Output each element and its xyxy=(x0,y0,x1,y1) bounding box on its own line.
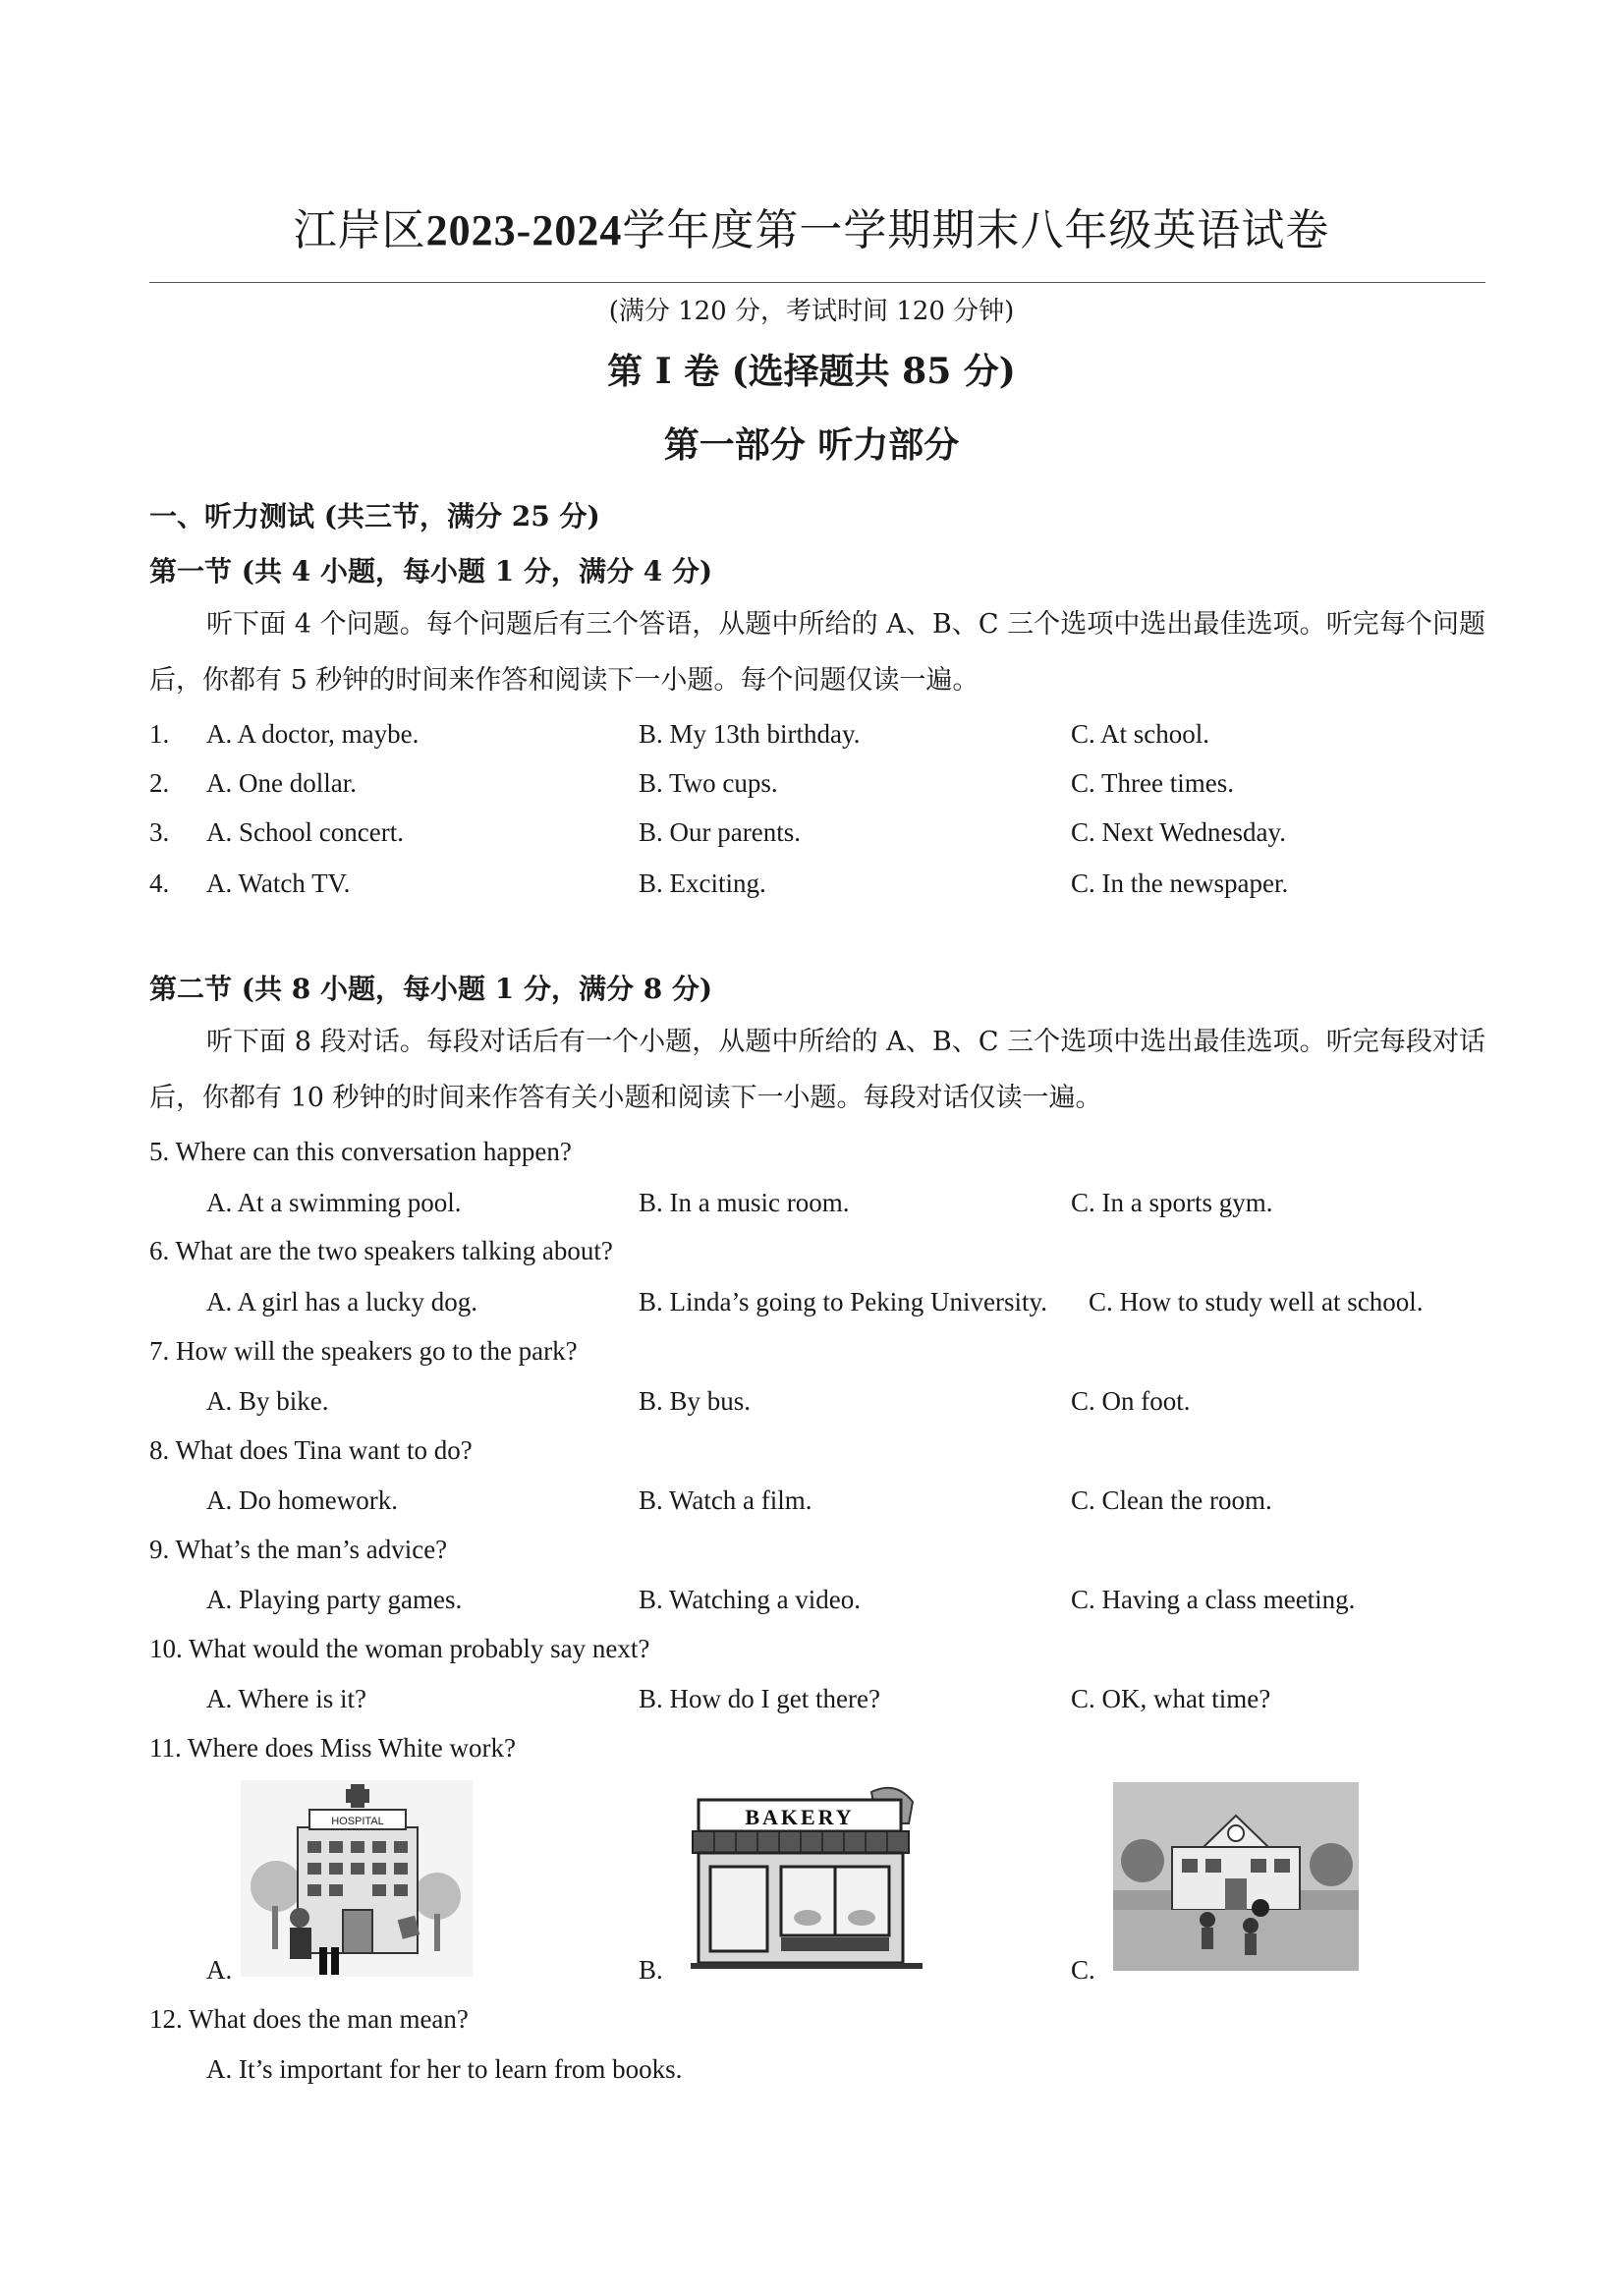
question-stem: 6. What are the two speakers talking about? xyxy=(149,1236,613,1265)
option-a: A. A girl has a lucky dog. xyxy=(206,1287,477,1316)
option-b: B. By bus. xyxy=(639,1386,752,1416)
option-a: A. By bike. xyxy=(206,1386,329,1416)
question-stem: 10. What would the woman probably say next? xyxy=(149,1634,650,1663)
option-a: A. At a swimming pool. xyxy=(206,1188,462,1217)
title-divider xyxy=(149,282,1485,283)
section2-instruction: 听下面 8 段对话。每段对话后有一个小题，从题中所给的 A、B、C 三个选项中选出最佳选项。听完每段对话后，你都有 10 秒钟的时间来作答有关小题和阅读下一小题。每段对话仅读一遍。 xyxy=(149,1027,1485,1113)
part-title: 第一部分 听力部分 xyxy=(663,424,960,466)
section-main-heading: 一、听力测试 (共三节，满分 25 分) xyxy=(149,500,600,532)
option-c: C. How to study well at school. xyxy=(1089,1287,1424,1316)
option-c: C. Three times. xyxy=(1071,768,1234,798)
option-b: B. My 13th birthday. xyxy=(639,719,861,749)
hospital-sign: HOSPITAL xyxy=(331,1816,384,1827)
option-a: A. Playing party games. xyxy=(206,1585,463,1614)
picture-label-a: A. xyxy=(206,1955,233,1985)
question-stem: 12. What does the man mean? xyxy=(149,2004,469,2034)
question-stem: 5. Where can this conversation happen? xyxy=(149,1137,572,1166)
hospital-picture xyxy=(241,1780,473,1977)
option-c: C. On foot. xyxy=(1071,1386,1191,1416)
option-a: A. One dollar. xyxy=(206,768,357,798)
option-a: A. Watch TV. xyxy=(206,868,351,898)
school-picture xyxy=(1113,1782,1359,1971)
title-year: 2023-2024 xyxy=(425,206,623,254)
option-c: C. In the newspaper. xyxy=(1071,868,1289,898)
option-a: A. It’s important for her to learn from books. xyxy=(206,2054,683,2084)
picture-label-c: C. xyxy=(1071,1955,1095,1985)
option-c: C. Having a class meeting. xyxy=(1071,1585,1356,1614)
option-b: B. Linda’s going to Peking University. xyxy=(639,1287,1047,1316)
option-c: C. In a sports gym. xyxy=(1071,1188,1273,1217)
option-b: B. Two cups. xyxy=(639,768,778,798)
question-stem: 7. How will the speakers go to the park? xyxy=(149,1336,578,1366)
bakery-sign: BAKERY xyxy=(745,1805,855,1829)
question-row xyxy=(149,868,1485,908)
volume-title: 第 I 卷 (选择题共 85 分) xyxy=(607,351,1016,392)
picture-label-b: B. xyxy=(639,1955,663,1985)
option-a: A. School concert. xyxy=(206,817,404,847)
question-number: 3. xyxy=(149,817,170,847)
option-b: B. In a music room. xyxy=(639,1188,850,1217)
section2-heading: 第二节 (共 8 小题，每小题 1 分，满分 8 分) xyxy=(149,973,713,1005)
option-c: C. OK, what time? xyxy=(1071,1684,1271,1713)
section1-instruction: 听下面 4 个问题。每个问题后有三个答语，从题中所给的 A、B、C 三个选项中选出最佳选项。听完每个问题后，你都有 5 秒钟的时间来作答和阅读下一小题。每个问题仅读一遍。 xyxy=(149,609,1485,696)
option-b: B. Watch a film. xyxy=(639,1485,812,1515)
option-b: B. Watching a video. xyxy=(639,1585,862,1614)
question-number: 1. xyxy=(149,719,170,749)
question-number: 2. xyxy=(149,768,170,798)
title-district: 江岸区 xyxy=(293,205,426,255)
question-row xyxy=(149,719,1485,758)
option-b: B. Exciting. xyxy=(639,868,766,898)
exam-title xyxy=(0,195,1623,257)
question-row xyxy=(149,768,1485,808)
question-stem: 9. What’s the man’s advice? xyxy=(149,1535,448,1564)
option-c: C. Clean the room. xyxy=(1071,1485,1272,1515)
bakery-picture xyxy=(685,1780,930,1973)
option-a: A. Where is it? xyxy=(206,1684,366,1713)
section1-heading: 第一节 (共 4 小题，每小题 1 分，满分 4 分) xyxy=(149,555,713,588)
question-stem: 8. What does Tina want to do? xyxy=(149,1435,473,1465)
question-number: 4. xyxy=(149,868,170,898)
question-stem: 11. Where does Miss White work? xyxy=(149,1733,516,1763)
option-a: A. A doctor, maybe. xyxy=(206,719,420,749)
option-c: C. At school. xyxy=(1071,719,1210,749)
title-rest: 学年度第一学期期末八年级英语试卷 xyxy=(622,205,1330,255)
option-c: C. Next Wednesday. xyxy=(1071,817,1287,847)
option-a: A. Do homework. xyxy=(206,1485,398,1515)
question-row xyxy=(149,817,1485,857)
option-b: B. Our parents. xyxy=(639,817,801,847)
option-b: B. How do I get there? xyxy=(639,1684,880,1713)
exam-subtitle: (满分 120 分，考试时间 120 分钟) xyxy=(608,297,1015,326)
